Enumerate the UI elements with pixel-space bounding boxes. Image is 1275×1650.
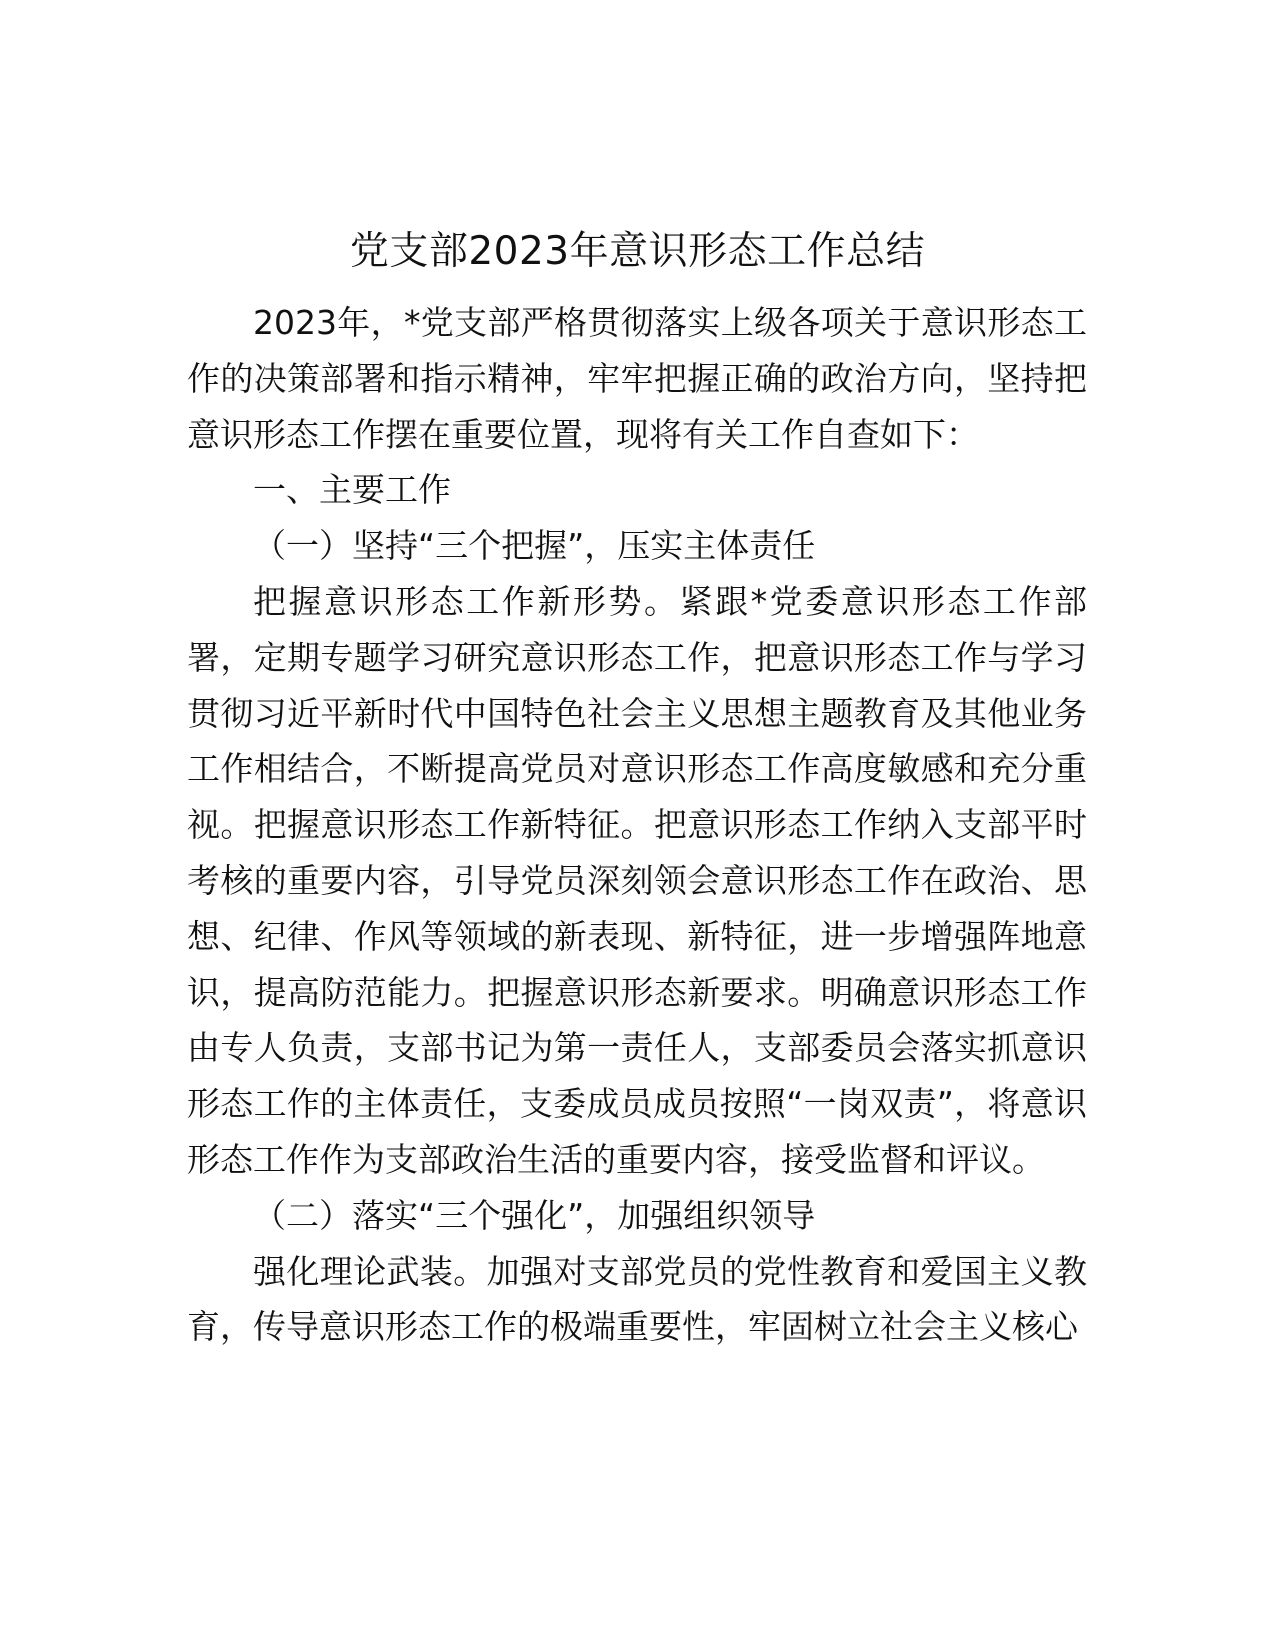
body-paragraph-1: 把握意识形态工作新形势。紧跟*党委意识形态工作部署，定期专题学习研究意识形态工作，把意识形态工作与学习贯彻习近平新时代中国特色社会主义思想主题教育及其他业务工作相结合，不断提高党员对意识形态工作高度敏感和充分重视。把握意识形态工作新特征。把意识形态工作纳入支部平时考核的重要内容，引导党员深刻领会意识形态工作在政治、思想、纪律、作风等领域的新表现、新特征，进一步增强阵地意识，提高防范能力。把握意识形态新要求。明确意识形态工作由专人负责，支部书记为第一责任人，支部委员会落实抓意识形态工作的主体责任，支委成员成员按照“一岗双责”，将意识形态工作作为支部政治生活的重要内容，接受监督和评议。 bbox=[187, 581, 1087, 1179]
subsection-heading-2: （二）落实“三个强化”，加强组织领导 bbox=[253, 1195, 816, 1235]
body-paragraph-2: 强化理论武装。加强对支部党员的党性教育和爱国主义教育，传导意识形态工作的极端重要性，牢固树立社会主义核心 bbox=[187, 1251, 1087, 1347]
document-title: 党支部2023年意识形态工作总结 bbox=[349, 229, 926, 274]
intro-paragraph: 2023年，*党支部严格贯彻落实上级各项关于意识形态工作的决策部署和指示精神，牢牢把握正确的政治方向，坚持把意识形态工作摆在重要位置，现将有关工作自查如下： bbox=[187, 303, 1087, 454]
document-body bbox=[187, 295, 1087, 1355]
section-heading-main-work: 一、主要工作 bbox=[253, 470, 451, 510]
subsection-heading-1: （一）坚持“三个把握”，压实主体责任 bbox=[253, 526, 816, 566]
